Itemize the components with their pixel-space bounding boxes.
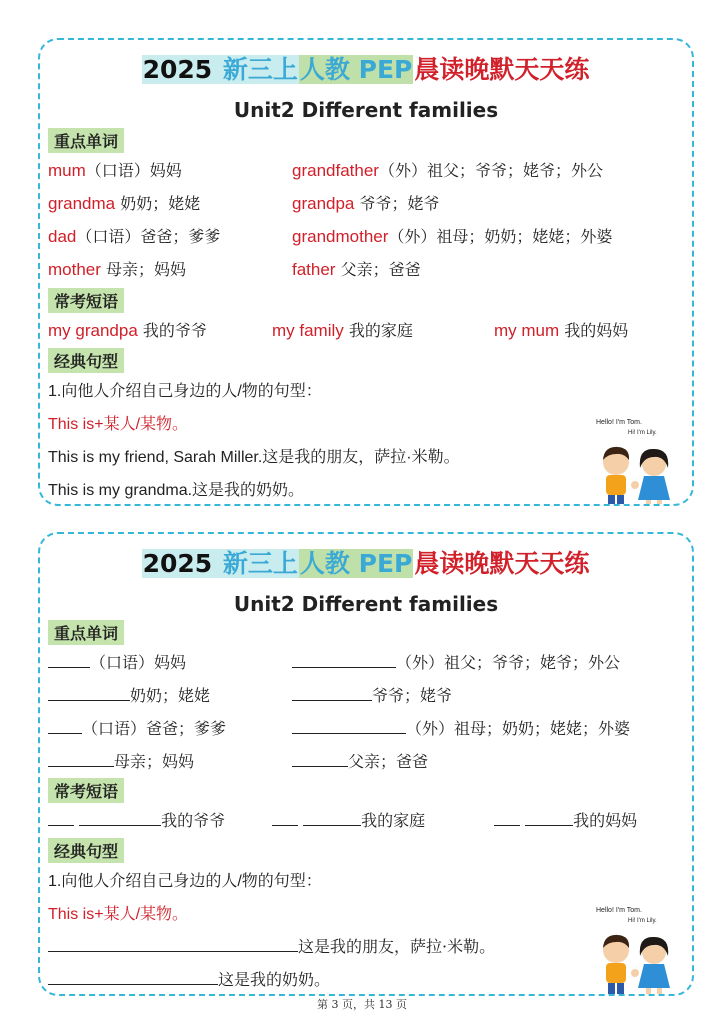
phrase-blank-item: 我的家庭 [272, 808, 425, 831]
kids-caption-tom: Hello! I'm Tom. [596, 907, 642, 914]
vocab-blank-item: 母亲；妈妈 [48, 749, 194, 772]
answer-blank[interactable] [48, 937, 298, 952]
section-phrases: 常考短语 [48, 288, 124, 313]
page-footer: 第 3 页，共 13 页 [317, 998, 407, 1011]
title-rest: 晨读晚默天天练 [414, 55, 590, 84]
vocab-blank-item: （外）祖母；奶奶；姥姥；外婆 [292, 716, 630, 739]
vocab-item: grandpa 爷爷；姥爷 [292, 194, 440, 213]
vocab-blank-item: 爷爷；姥爷 [292, 683, 452, 706]
title-grade: 新三上 [222, 549, 298, 578]
vocab-item: dad（口语）爸爸；爹爹 [48, 227, 221, 246]
card-title [40, 542, 692, 586]
answer-blank[interactable] [79, 811, 161, 826]
title-year: 2025 [142, 55, 221, 84]
phrase-item: my grandpa 我的爷爷 [48, 321, 207, 340]
answer-blank[interactable] [303, 811, 361, 826]
vocab-blank-item: （口语）爸爸；爹爹 [48, 716, 226, 739]
sentence-pattern: This is+某人/某物。 [48, 906, 189, 923]
dictation-card [38, 532, 694, 996]
vocab-item: father 父亲；爸爸 [292, 260, 421, 279]
answer-blank[interactable] [48, 719, 82, 734]
answer-blank[interactable] [292, 686, 372, 701]
sentence-heading: 1.向他人介绍自己身边的人/物的句型： [48, 873, 322, 890]
answer-blank[interactable] [292, 653, 396, 668]
example-blank-sentence: 这是我的朋友，萨拉·米勒。 [48, 934, 495, 957]
answer-blank[interactable] [48, 752, 114, 767]
vocab-blank-item: 父亲；爸爸 [292, 749, 428, 772]
kids-illustration [594, 416, 678, 506]
phrase-blank-item: 我的妈妈 [494, 808, 637, 831]
vocab-blank-item: （外）祖父；爷爷；姥爷；外公 [292, 650, 620, 673]
example-sentence: This is my grandma.这是我的奶奶。 [48, 482, 305, 499]
title-rest: 晨读晚默天天练 [414, 549, 590, 578]
section-vocab: 重点单词 [48, 620, 124, 645]
phrase-item: my mum 我的妈妈 [494, 321, 629, 340]
unit-title: Unit2 Different families [233, 592, 499, 616]
example-sentence: This is my friend, Sarah Miller.这是我的朋友，萨拉·米勒。 [48, 449, 460, 466]
answer-blank[interactable] [48, 653, 90, 668]
title-grade: 新三上 [222, 55, 298, 84]
sentence-pattern: This is+某人/某物。 [48, 416, 189, 433]
unit-title: Unit2 Different families [233, 98, 499, 122]
section-phrases: 常考短语 [48, 778, 124, 803]
answer-blank[interactable] [48, 811, 74, 826]
example-blank-sentence: 这是我的奶奶。 [48, 967, 330, 990]
reading-card [38, 38, 694, 506]
kids-caption-lily: Hi! I'm Lily. [628, 430, 657, 436]
answer-blank[interactable] [292, 719, 406, 734]
card-title [40, 48, 692, 92]
title-year: 2025 [142, 549, 221, 578]
phrase-item: my family 我的家庭 [272, 321, 413, 340]
answer-blank[interactable] [494, 811, 520, 826]
answer-blank[interactable] [292, 752, 348, 767]
section-sentences: 经典句型 [48, 838, 124, 863]
section-vocab: 重点单词 [48, 128, 124, 153]
section-sentences: 经典句型 [48, 348, 124, 373]
vocab-item: mother 母亲；妈妈 [48, 260, 187, 279]
kids-caption-lily: Hi! I'm Lily. [628, 918, 657, 924]
title-pep: 人教 PEP [299, 55, 413, 84]
answer-blank[interactable] [272, 811, 298, 826]
vocab-item: grandma 奶奶；姥姥 [48, 194, 201, 213]
title-pep: 人教 PEP [299, 549, 413, 578]
kids-caption-tom: Hello! I'm Tom. [596, 419, 642, 426]
sentence-heading: 1.向他人介绍自己身边的人/物的句型： [48, 383, 322, 400]
kids-illustration [594, 904, 678, 996]
answer-blank[interactable] [48, 686, 130, 701]
vocab-blank-item: （口语）妈妈 [48, 650, 186, 673]
answer-blank[interactable] [48, 970, 218, 985]
answer-blank[interactable] [525, 811, 573, 826]
vocab-item: mum（口语）妈妈 [48, 161, 182, 180]
vocab-item: grandmother（外）祖母；奶奶；姥姥；外婆 [292, 227, 613, 246]
vocab-blank-item: 奶奶；姥姥 [48, 683, 210, 706]
vocab-item: grandfather（外）祖父；爷爷；姥爷；外公 [292, 161, 603, 180]
phrase-blank-item: 我的爷爷 [48, 808, 225, 831]
